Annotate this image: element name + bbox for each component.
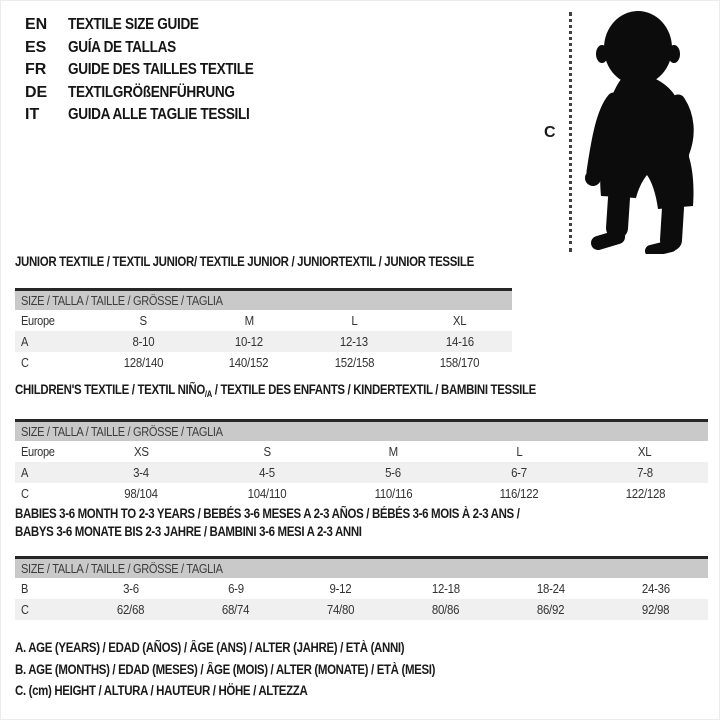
size-header-text: SIZE / TALLA / TAILLE / GRÖSSE / TAGLIA: [21, 561, 223, 576]
table-cell: [91, 355, 196, 370]
table-cell-text: M: [244, 313, 254, 328]
legend-note: [15, 640, 509, 662]
row-label: [15, 355, 91, 370]
row-label: [15, 444, 78, 459]
size-table: [15, 556, 708, 620]
table-row: [15, 483, 708, 504]
table-cell-text: 18-24: [536, 581, 565, 596]
size-table: [15, 419, 708, 504]
table-cell: [288, 602, 393, 617]
row-label-text: C: [21, 486, 29, 501]
height-measure-label: C: [544, 124, 556, 141]
section-title-line: [15, 381, 708, 403]
table-cell-text: 8-10: [132, 334, 155, 349]
row-label: [15, 313, 91, 328]
section-title-text: [15, 381, 536, 403]
language-list: [25, 14, 286, 127]
row-label-text: C: [21, 602, 29, 617]
table-cell: [393, 602, 498, 617]
table-cell-text: 68/74: [221, 602, 250, 617]
table-cell-text: 116/122: [499, 486, 539, 501]
table-cell-text: 24-36: [641, 581, 670, 596]
table-cell: [302, 355, 407, 370]
table-cell: [498, 602, 603, 617]
table-cell-text: 74/80: [326, 602, 355, 617]
language-row: [25, 37, 286, 60]
section-babies: [15, 505, 708, 620]
table-cell-text: 9-12: [329, 581, 352, 596]
row-label: [15, 581, 78, 596]
size-header-text: SIZE / TALLA / TAILLE / GRÖSSE / TAGLIA: [21, 293, 223, 308]
language-row: [25, 14, 286, 37]
table-cell-text: 12-18: [431, 581, 460, 596]
row-label-text: Europe: [21, 313, 55, 328]
table-cell-text: 62/68: [116, 602, 145, 617]
title-segment: BABIES 3-6 MONTH TO 2-3 YEARS / BEBÉS 3-6 MESES A 2-3 AÑOS / BÉBÉS 3-6 MOIS À 2-3 ANS /: [15, 506, 520, 521]
language-title-text: GUÍA DE TALLAS: [68, 38, 176, 56]
section-title-text: [15, 253, 474, 271]
section-title: [15, 381, 708, 403]
table-cell: [196, 334, 301, 349]
table-row: [15, 462, 708, 483]
language-code: FR: [25, 61, 47, 79]
row-label-text: A: [21, 465, 29, 480]
row-label-text: B: [21, 581, 29, 596]
section-title-line: [15, 523, 708, 541]
table-row: [15, 310, 512, 331]
size-header-band: [15, 288, 512, 310]
section-title: [15, 505, 708, 541]
table-cell: [603, 602, 708, 617]
table-cell: [91, 334, 196, 349]
height-dotted-line: [569, 12, 572, 252]
language-code: EN: [25, 16, 48, 34]
table-cell: [204, 444, 330, 459]
title-segment: CHILDREN'S TEXTILE / TEXTIL NIÑO: [15, 382, 205, 397]
table-cell: [407, 313, 512, 328]
section-title-line: [15, 253, 512, 271]
row-label: [15, 334, 91, 349]
table-cell: [582, 444, 708, 459]
legend-note-text: A. AGE (YEARS) / EDAD (AÑOS) / ÂGE (ANS) / ALTER (JAHRE) / ETÀ (ANNI): [15, 640, 405, 655]
table-cell-text: 86/92: [536, 602, 565, 617]
language-title: [68, 16, 222, 34]
table-cell-text: 6-7: [511, 465, 527, 480]
table-cell-text: 5-6: [385, 465, 401, 480]
table-cell: [582, 465, 708, 480]
table-row: [15, 599, 708, 620]
table-cell: [393, 581, 498, 596]
table-cell: [330, 444, 456, 459]
table-cell-text: 3-4: [133, 465, 149, 480]
legend-note-text: C. (cm) HEIGHT / ALTURA / HAUTEUR / HÖHE / ALTEZZA: [15, 683, 308, 698]
size-table-body: [15, 441, 708, 504]
table-cell: [183, 602, 288, 617]
table-cell: [330, 486, 456, 501]
size-header-band: [15, 556, 708, 578]
size-table: [15, 288, 512, 373]
title-segment: BABYS 3-6 MONATE BIS 2-3 JAHRE / BAMBINI 3-6 MESI A 2-3 ANNI: [15, 524, 362, 539]
table-cell-text: S: [263, 444, 271, 459]
table-cell: [407, 334, 512, 349]
table-cell: [456, 465, 582, 480]
table-cell-text: 122/128: [625, 486, 665, 501]
section-title-text: [15, 523, 362, 541]
legend-notes: [15, 640, 509, 705]
title-subscript: /A: [204, 389, 212, 399]
table-cell-text: 10-12: [234, 334, 263, 349]
table-cell-text: L: [351, 313, 358, 328]
language-title-text: GUIDE DES TAILLES TEXTILE: [68, 61, 254, 79]
table-cell-text: 104/110: [247, 486, 287, 501]
table-cell-text: XL: [452, 313, 467, 328]
language-code: DE: [25, 83, 48, 101]
language-code: ES: [25, 38, 47, 56]
table-cell-text: 4-5: [259, 465, 275, 480]
row-label-text: C: [21, 355, 29, 370]
table-cell: [498, 581, 603, 596]
language-row: [25, 82, 286, 105]
table-cell: [196, 355, 301, 370]
table-cell: [78, 581, 183, 596]
table-cell-text: 12-13: [340, 334, 369, 349]
section-title-line: [15, 505, 708, 523]
table-cell-text: 98/104: [124, 486, 158, 501]
table-cell-text: 6-9: [227, 581, 244, 596]
table-cell-text: 92/98: [641, 602, 670, 617]
table-cell-text: S: [139, 313, 148, 328]
table-cell: [330, 465, 456, 480]
section-junior: [15, 253, 512, 373]
height-figure: [540, 4, 718, 256]
table-cell: [288, 581, 393, 596]
language-title: [68, 61, 286, 79]
table-cell: [204, 465, 330, 480]
language-title-text: TEXTILE SIZE GUIDE: [68, 16, 199, 34]
table-cell-text: L: [515, 444, 523, 459]
title-segment: JUNIOR TEXTILE / TEXTIL JUNIOR/ TEXTILE JUNIOR / JUNIORTEXTIL / JUNIOR TESSILE: [15, 254, 474, 269]
table-cell: [204, 486, 330, 501]
table-cell-text: 80/86: [431, 602, 460, 617]
language-code: IT: [25, 106, 40, 124]
table-cell: [582, 486, 708, 501]
table-cell: [183, 581, 288, 596]
table-cell: [456, 444, 582, 459]
size-table-body: [15, 310, 512, 373]
section-title: [15, 253, 512, 271]
language-title: [68, 106, 281, 124]
title-segment: / TEXTILE DES ENFANTS / KINDERTEXTIL / BAMBINI TESSILE: [211, 382, 536, 397]
row-label: [15, 465, 78, 480]
table-cell-text: 128/140: [123, 355, 164, 370]
table-row: [15, 441, 708, 462]
table-cell: [196, 313, 301, 328]
table-cell-text: 7-8: [637, 465, 653, 480]
table-cell-text: XL: [638, 444, 652, 459]
table-cell-text: 152/158: [334, 355, 374, 370]
legend-note-text: B. AGE (MONTHS) / EDAD (MESES) / ÂGE (MOIS) / ALTER (MONATE) / ETÀ (MESI): [15, 661, 436, 677]
table-row: [15, 578, 708, 599]
table-cell: [603, 581, 708, 596]
row-label: [15, 486, 78, 501]
row-label: [15, 602, 78, 617]
size-table-body: [15, 578, 708, 620]
section-children: [15, 381, 708, 504]
table-cell: [407, 355, 512, 370]
table-cell: [302, 334, 407, 349]
table-cell-text: XS: [133, 444, 149, 459]
language-title: [68, 39, 195, 57]
table-cell: [456, 486, 582, 501]
table-cell-text: 110/116: [374, 486, 412, 501]
row-label-text: Europe: [21, 444, 55, 459]
language-row: [25, 104, 286, 127]
table-cell: [302, 313, 407, 328]
legend-note: [15, 662, 509, 684]
table-cell: [78, 444, 204, 459]
table-cell-text: 140/152: [229, 355, 269, 370]
table-row: [15, 352, 512, 373]
table-cell-text: 3-6: [122, 581, 139, 596]
table-cell-text: 14-16: [445, 334, 474, 349]
language-title-text: GUIDA ALLE TAGLIE TESSILI: [68, 106, 250, 124]
table-cell-text: M: [388, 444, 398, 459]
language-title: [68, 84, 264, 102]
table-cell: [91, 313, 196, 328]
size-header-band: [15, 419, 708, 441]
table-row: [15, 331, 512, 352]
table-cell: [78, 486, 204, 501]
legend-note: [15, 683, 509, 705]
size-header-text: SIZE / TALLA / TAILLE / GRÖSSE / TAGLIA: [21, 424, 223, 439]
language-title-text: TEXTILGRÖßENFÜHRUNG: [68, 83, 235, 101]
table-cell: [78, 602, 183, 617]
table-cell-text: 158/170: [439, 355, 480, 370]
section-title-text: [15, 505, 520, 523]
language-row: [25, 59, 286, 82]
table-cell: [78, 465, 204, 480]
row-label-text: A: [21, 334, 29, 349]
toddler-silhouette-icon: [574, 6, 716, 254]
